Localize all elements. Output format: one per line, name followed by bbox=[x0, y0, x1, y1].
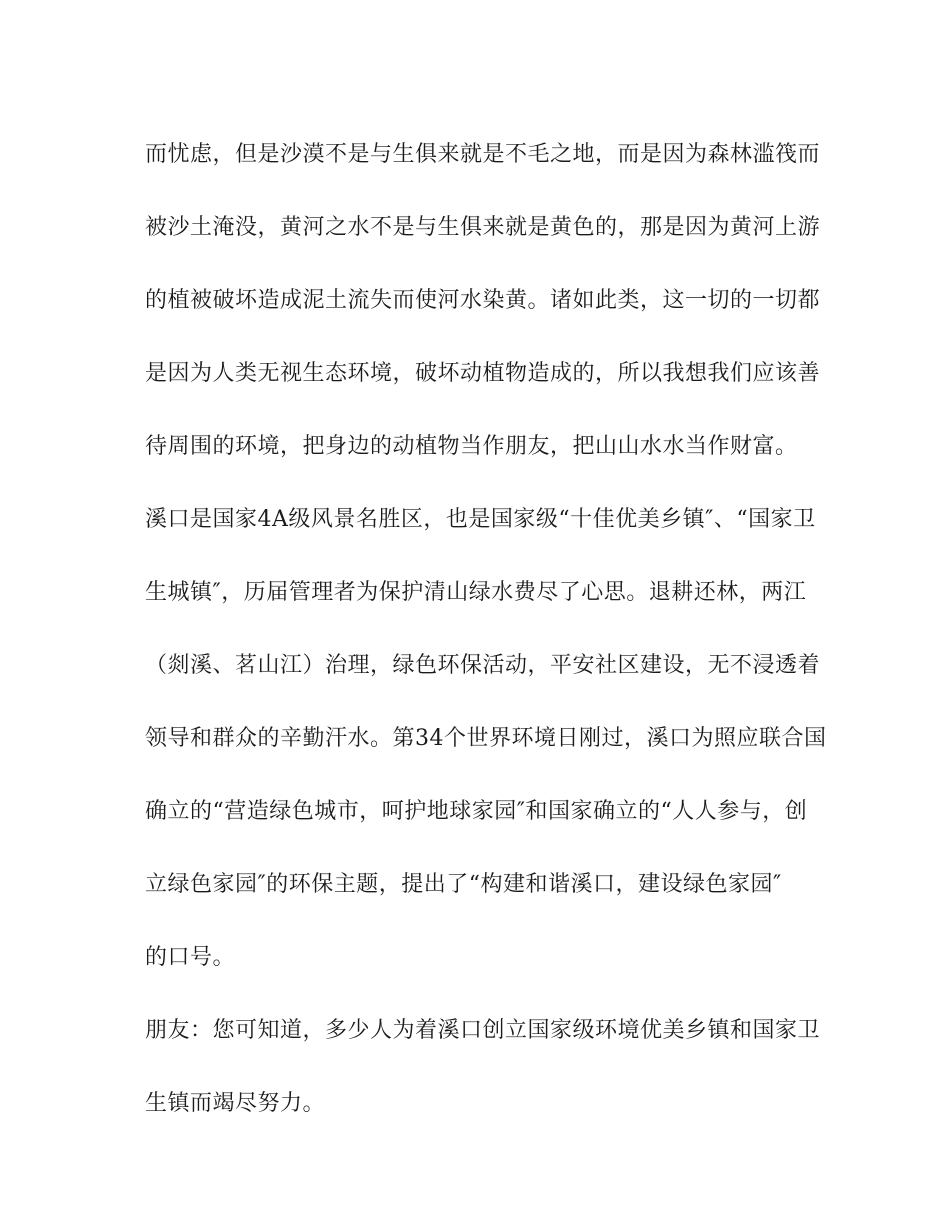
text-line: 生城镇″，历届管理者为保护清山绿水费尽了心思。退耕还林，两江 bbox=[145, 580, 807, 605]
text-line: 待周围的环境，把身边的动植物当作朋友，把山山水水当作财富。 bbox=[145, 434, 798, 459]
text-line: 是因为人类无视生态环境，破坏动植物造成的，所以我想我们应该善 bbox=[145, 361, 821, 386]
text-line: 领导和群众的辛勤汗水。第34个世界环境日刚过，溪口为照应联合国 bbox=[145, 726, 827, 751]
text-line: 的植被破坏造成泥土流失而使河水染黄。诸如此类，这一切的一切都 bbox=[145, 288, 821, 313]
text-line: 的口号。 bbox=[145, 945, 236, 970]
text-line: 朋友：您可知道，多少人为着溪口创立国家级环境优美乡镇和国家卫 bbox=[145, 1018, 821, 1043]
text-line: 生镇而竭尽努力。 bbox=[145, 1091, 326, 1116]
text-line: （剡溪、茗山江）治理，绿色环保活动，平安社区建设，无不浸透着 bbox=[145, 653, 821, 678]
text-line: 溪口是国家4A级风景名胜区，也是国家级“十佳优美乡镇″、“国家卫 bbox=[145, 507, 816, 532]
text-line: 确立的“营造绿色城市，呵护地球家园″和国家确立的“人人参与，创 bbox=[145, 799, 808, 824]
text-line: 而忧虑，但是沙漠不是与生俱来就是不毛之地，而是因为森林滥筏而 bbox=[145, 142, 821, 167]
text-line: 立绿色家园″的环保主题，提出了“构建和谐溪口，建设绿色家园″ bbox=[145, 872, 782, 897]
body-text bbox=[145, 118, 827, 1140]
text-line: 被沙土淹没，黄河之水不是与生俱来就是黄色的，那是因为黄河上游 bbox=[145, 215, 821, 240]
